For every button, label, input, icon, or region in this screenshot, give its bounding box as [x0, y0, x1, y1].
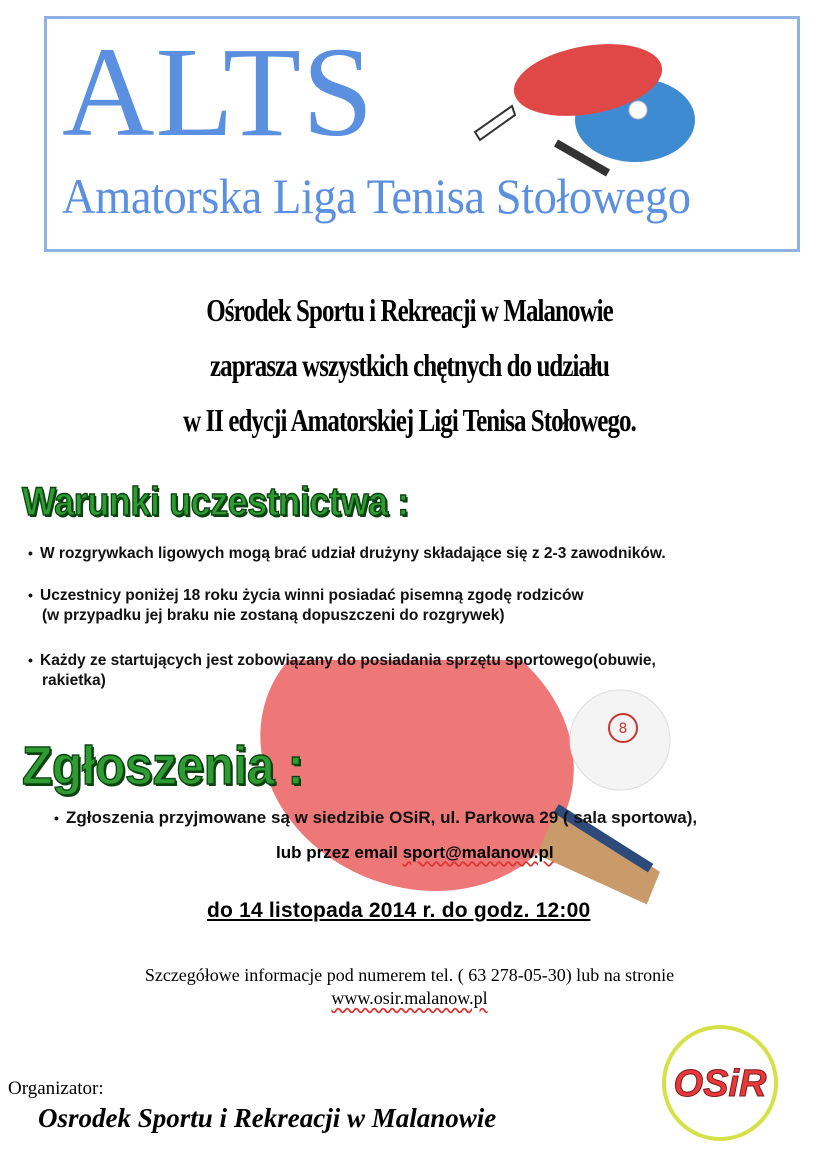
- details-text: Szczegółowe informacje pod numerem tel. ( 63 278-05-30) lub na stronie: [144, 965, 675, 985]
- email-link[interactable]: sport@malanow.pl: [402, 843, 554, 862]
- page-title: ALTS: [62, 21, 375, 163]
- conditions-heading: Warunki uczestnictwa :: [22, 480, 409, 524]
- organizer-label: Organizator:: [8, 1078, 104, 1099]
- list-item-text-continued: (w przypadku jej braku nie zostaną dopuszczeni do rozgrywek): [42, 607, 505, 624]
- svg-text:OSiR: OSiR: [673, 1063, 767, 1105]
- bullet-icon: •: [54, 810, 59, 826]
- ball-image: [568, 688, 672, 792]
- list-item: [28, 543, 666, 564]
- list-item: [28, 585, 584, 626]
- bullet-icon: •: [28, 652, 33, 668]
- email-prefix: lub przez email: [276, 843, 403, 862]
- svg-text:8: 8: [618, 721, 628, 737]
- invite-line-3: w II edycji Amatorskiej Ligi Tenisa Stołowego.: [183, 402, 636, 438]
- list-item-text: Zgłoszenia przyjmowane są w siedzibie OSiR, ul. Parkowa 29 ( sala sportowa),: [66, 808, 698, 827]
- paddles-icon: [460, 40, 710, 180]
- list-item-text: Uczestnicy poniżej 18 roku życia winni posiadać pisemną zgodę rodziców: [40, 587, 584, 604]
- list-item-text-continued: rakietka): [42, 672, 106, 689]
- list-item-text: W rozgrywkach ligowych mogą brać udział drużyny składające się z 2-3 zawodników.: [40, 545, 666, 562]
- applications-heading: Zgłoszenia :: [22, 736, 304, 796]
- organizer-name: Osrodek Sportu i Rekreacji w Malanowie: [38, 1103, 497, 1133]
- list-item: [54, 808, 697, 828]
- list-item: [28, 650, 656, 691]
- deadline: do 14 listopada 2014 r. do godz. 12:00: [207, 899, 591, 922]
- invite-line-2: zaprasza wszystkich chętnych do udziału: [210, 347, 609, 383]
- bullet-icon: •: [28, 587, 33, 603]
- osir-logo: [638, 1018, 802, 1148]
- details-website: [0, 988, 819, 1009]
- bullet-icon: •: [28, 545, 33, 561]
- website-link[interactable]: www.osir.malanow.pl: [331, 988, 488, 1008]
- page-subtitle: Amatorska Liga Tenisa Stołowego: [62, 168, 691, 224]
- list-item-text: Każdy ze startujących jest zobowiązany do posiadania sprzętu sportowego(obuwie,: [40, 652, 656, 669]
- invite-line-1: Ośrodek Sportu i Rekreacji w Malanowie: [206, 292, 613, 328]
- email-line: [276, 843, 554, 863]
